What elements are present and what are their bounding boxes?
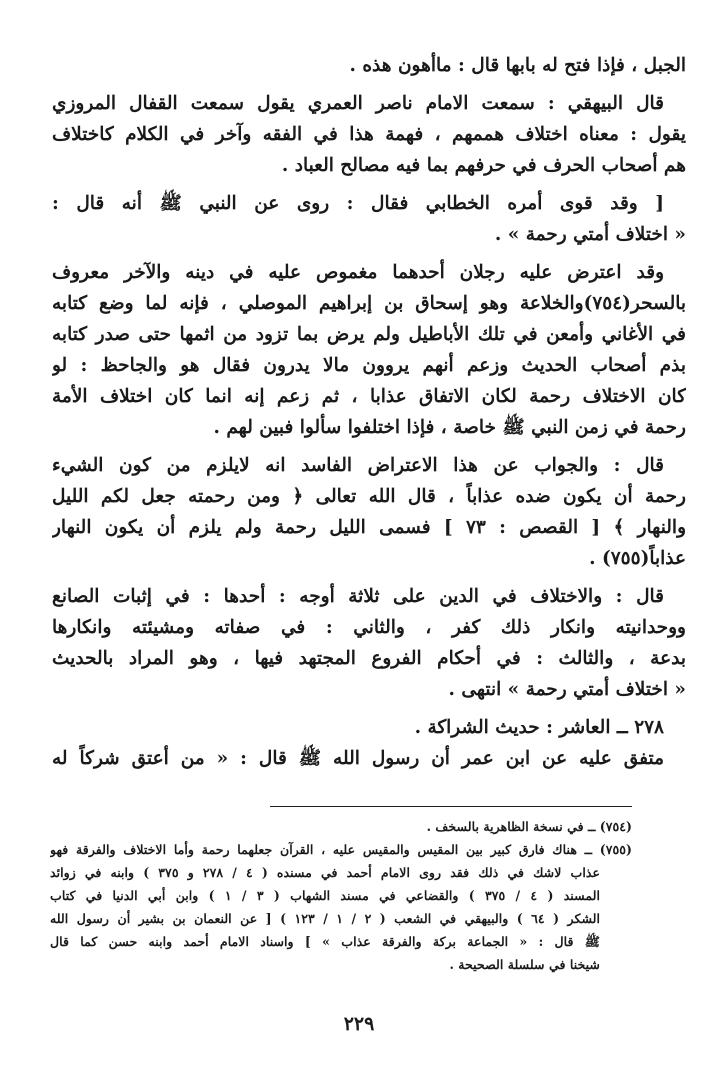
footnote-line: (٧٥٥) ــ هناك فارق كبير بين المقيس والمقيس عليه ، القرآن جعلهما رحمة وأما الاختلاف والفرقة فهو <box>50 842 632 857</box>
text-line: متفق عليه عن ابن عمر أن رسول الله ﷺ قال : « من أعتق شركاً له <box>52 748 664 769</box>
text-line: في الأغاني وأمعن في تلك الأباطيل ولم يرض بما تزود من اثمها حتى صدر كتابه <box>52 324 686 345</box>
footnotes <box>50 815 632 976</box>
text-line: الجبل ، فإذا فتح له بابها قال : ماأهون هذه . <box>349 55 686 76</box>
text-line: رحمة أن يكون ضده عذاباً ، قال الله تعالى ﴿ ومن رحمته جعل لكم الليل <box>52 486 686 507</box>
text-line: والنهار ﴾ [ القصص : ٧٣ ] فسمى الليل رحمة ولم يلزم أن يكون النهار <box>52 517 686 538</box>
page-number: ٢٢٩ <box>343 1013 375 1035</box>
text-line: وقد اعترض عليه رجلان أحدهما مغموص عليه في دينه والآخر معروف <box>52 262 664 283</box>
text-line: « اختلاف أمتي رحمة » انتهى . <box>448 679 686 700</box>
text-line: [ وقد قوى أمره الخطابي فقال : روى عن النبي ﷺ أنه قال : <box>52 193 664 214</box>
text-line: عذاباً(٧٥٥) . <box>589 548 686 569</box>
footnote-line: المسند ( ٤ / ٣٧٥ ) والقضاعي في مسند الشهاب ( ٣ / ١ ) وابن أبي الدنيا في كتاب <box>50 888 600 903</box>
text-line: يقول : معناه اختلاف هممهم ، فهمة هذا في الفقه وآخر في الكلام كاختلاف <box>52 124 686 145</box>
text-line: بدعة ، والثالث : في أحكام الفروع المجتهد فيها ، وهو المراد بالحديث <box>52 648 686 669</box>
footnote-line: عذاب لاشك في ذلك فقد روى الامام أحمد في مسنده ( ٤ / ٢٧٨ و ٣٧٥ ) وابنه في زوائد <box>50 865 601 880</box>
text-line: كان الاختلاف رحمة لكان الاتفاق عذابا ، ثم زعم إنه انما كان اختلاف الأمة <box>52 386 686 407</box>
text-line: قال : والاختلاف في الدين على ثلاثة أوجه : أحدها : في إثبات الصانع <box>52 586 664 607</box>
footnote-separator <box>270 806 632 807</box>
footnote-line: شيخنا في سلسلة الصحيحة . <box>449 957 600 972</box>
text-line: قال : والجواب عن هذا الاعتراض الفاسد انه لايلزم من كون الشيء <box>52 455 664 476</box>
footnote-line: الشكر ( ٦٤ ) والبيهقي في الشعب ( ٢ / ١ / ١٢٣ ) [ عن النعمان بن بشير أن رسول الله <box>50 911 601 926</box>
text-line: رحمة في زمن النبي ﷺ خاصة ، فإذا اختلفوا سألوا فبين لهم . <box>213 417 686 438</box>
footnote-line: ﷺ قال : « الجماعة بركة والفرقة عذاب » ] واسناد الامام أحمد وابنه حسن كما قال <box>50 934 600 949</box>
section-heading: ٢٧٨ ــ العاشر : حديث الشراكة . <box>414 717 664 738</box>
text-line: ووحدانيته وانكار ذلك كفر ، والثاني : في صفاته ومشيئته وانكارها <box>52 617 686 638</box>
text-line: هم أصحاب الحرف في حرفهم بما فيه مصالح العباد . <box>281 155 686 176</box>
main-text <box>52 50 686 774</box>
footnote-line: (٧٥٤) ــ في نسخة الظاهرية بالسخف . <box>426 819 632 834</box>
text-line: قال البيهقي : سمعت الامام ناصر العمري يقول سمعت القفال المروزي <box>52 93 664 114</box>
text-line: بالسحر(٧٥٤)والخلاعة وهو إسحاق بن إبراهيم الموصلي ، فإنه لما وضع كتابه <box>52 293 686 314</box>
text-line: « اختلاف أمتي رحمة » . <box>494 224 686 245</box>
text-line: بذم أصحاب الحديث وزعم أنهم يروون مالا يدرون فقال هو والجاحظ : لو <box>52 355 686 376</box>
